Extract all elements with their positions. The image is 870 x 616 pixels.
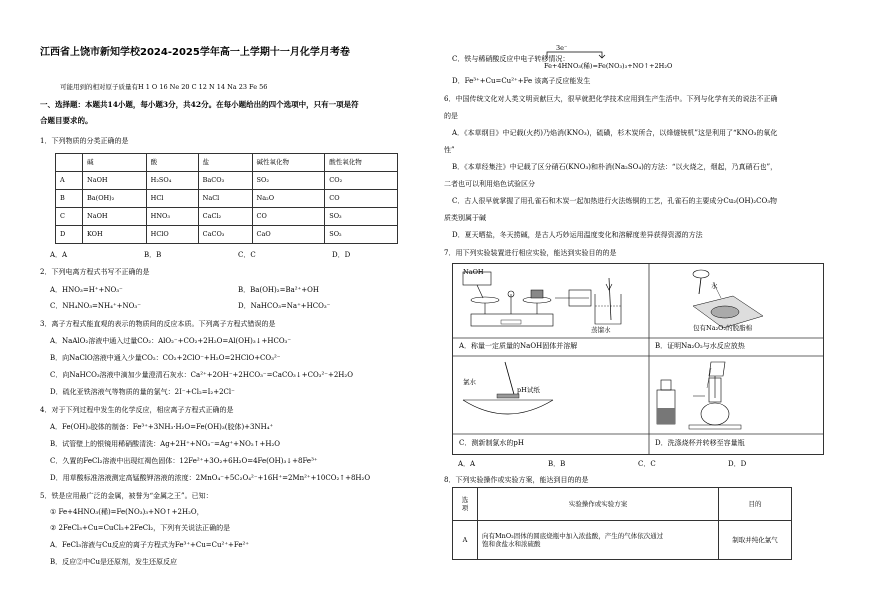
table-cell: D	[56, 226, 83, 244]
q3-option-d: D．硫化亚铁溶液气等物质的量的氯气：2I⁻+Cl₂=I₂+2Cl⁻	[50, 388, 235, 396]
table-cell: SO₂	[325, 226, 398, 244]
cotton-label: 包有Na₂O₂的脱脂棉	[693, 324, 753, 332]
q4-option-d: D．用草酸标准溶液测定高锰酸钾溶液的浓度：2MnO₄⁻+5C₂O₄²⁻+16H⁺=2Mn²⁺+10CO₂↑+8H₂O	[50, 474, 371, 482]
table-cell: A	[56, 172, 83, 190]
table-row	[56, 226, 398, 244]
q3-stem: 3．离子方程式能直观的表示的物质间的反应本质。下列离子方程式错误的是	[40, 320, 276, 328]
q1-option-d: D．D	[332, 251, 351, 259]
q5-reaction-1: ① Fe+4HNO₃(稀)=Fe(NO₃)₃+NO↑+2H₂O，	[50, 508, 204, 516]
table-cell: CO₂	[325, 172, 398, 190]
ph-test-drawing	[457, 358, 645, 432]
q7-option-d-caption: D．洗涤烧杯并转移至容量瓶	[655, 439, 745, 447]
q6-option-d: D．夏天晒盐，冬天捞碱，是古人巧妙运用温度变化和溶解度差异获得资源的方法	[452, 231, 703, 239]
q1-option-a: A．A	[50, 251, 68, 259]
q6-option-c-cont: 质类别属于碱	[444, 214, 486, 222]
q1-stem: 1．下列物质的分类正确的是	[40, 137, 129, 145]
water-label: 水	[711, 282, 718, 290]
header-option-line1: 选	[461, 495, 469, 504]
q2-option-d: D．NaHCO₃=Na⁺+HCO₃⁻	[238, 302, 331, 310]
q1-option-b: B．B	[144, 251, 162, 259]
table-cell: BaCO₃	[198, 172, 252, 190]
distilled-water-label: 蒸馏水	[591, 326, 611, 334]
q2-stem: 2．下列电离方程式书写不正确的是	[40, 268, 150, 276]
q4-option-b: B．试管壁上的银镜用稀硝酸清洗：Ag+2H⁺+NO₃⁻=Ag⁺+NO₂↑+H₂O	[50, 440, 281, 448]
table-cell-method	[478, 521, 719, 560]
table-cell: 碱	[83, 154, 147, 172]
q6-option-a: A．《本草纲目》中记载(火药)乃焰消(KNO₃)，硫磺，杉木炭所合，以烽燧铳机”这是利用了“KNO₃的氧化	[452, 129, 778, 137]
table-cell: CO	[252, 208, 325, 226]
volumetric-flask-drawing	[653, 358, 819, 432]
table-row	[453, 488, 792, 521]
table-cell: HCl	[146, 190, 198, 208]
table-cell: Na₂O	[252, 190, 325, 208]
q5-option-b: B．反应②中Cu是还原剂，发生还原反应	[50, 558, 178, 566]
table-cell: KOH	[83, 226, 147, 244]
electron-transfer-label: 3e⁻	[556, 44, 568, 52]
q6-option-a-cont: 性”	[444, 146, 455, 154]
table-cell	[56, 154, 83, 172]
q5-option-a: A．FeCl₃溶液与Cu反应的离子方程式为Fe³⁺+Cu=Cu²⁺+Fe²⁺	[50, 541, 249, 549]
table-header-goal: 目的	[719, 488, 792, 521]
q4-option-a: A．Fe(OH)₃胶体的制备：Fe³⁺+3NH₃·H₂O=Fe(OH)₃(胶体)+3NH₄⁺	[50, 423, 274, 431]
table-cell: C	[56, 208, 83, 226]
q5-option-c: C．铁与稀硝酸反应中电子转移情况：	[452, 55, 570, 63]
table-cell: NaOH	[83, 172, 147, 190]
section1-heading-cont: 合题目要求的。	[40, 116, 93, 125]
table-cell-option: A	[453, 521, 478, 560]
q6-option-c: C．古人很早就掌握了用孔雀石和木炭一起加热进行火法炼铜的工艺，孔雀石的主要成分Cu₂(OH)₂CO₃物	[452, 197, 778, 205]
q5-option-d: D．Fe³⁺+Cu=Cu²⁺+Fe 该离子反应能发生	[452, 77, 591, 85]
table-cell: NaCl	[198, 190, 252, 208]
table-cell: HNO₃	[146, 208, 198, 226]
q5-stem: 5．铁是应用最广泛的金属，被誉为“金属之王”。已知：	[40, 492, 213, 500]
table-cell: CaO	[252, 226, 325, 244]
header-option-line2: 项	[461, 504, 469, 512]
q3-option-a: A．NaAlO₂溶液中通入过量CO₂：AlO₂⁻+CO₂+2H₂O=Al(OH)₃↓+HCO₃⁻	[50, 337, 292, 345]
table-cell: NaOH	[83, 208, 147, 226]
table-cell: 碱性氧化物	[252, 154, 325, 172]
table-cell: 酸性氧化物	[325, 154, 398, 172]
table-cell: 酸	[146, 154, 198, 172]
q7-option-a-caption: A．称量一定质量的NaOH固体并溶解	[459, 342, 578, 350]
table-cell: CO	[325, 190, 398, 208]
table-cell: Ba(OH)₂	[83, 190, 147, 208]
table-row	[453, 521, 792, 560]
exam-title: 江西省上饶市新知学校2024-2025学年高一上学期十一月化学月考卷	[40, 47, 350, 58]
q8-stem: 8．下列实验操作或实验方案，能达到目的的是	[444, 476, 589, 484]
q2-option-a: A．HNO₃=H⁺+NO₃⁻	[50, 286, 123, 294]
table-header-option	[453, 488, 478, 521]
q3-option-b: B．向NaClO溶液中通入少量CO₂：CO₂+2ClO⁻+H₂O=2HClO+CO₃²⁻	[50, 354, 281, 362]
q4-stem: 4．对于下列过程中发生的化学反应，相应离子方程式正确的是	[40, 406, 234, 414]
q7-figure	[452, 263, 824, 455]
q7-option-b: B．B	[548, 460, 566, 468]
ph-paper-label: pH试纸	[517, 386, 540, 394]
q1-option-c: C．C	[238, 251, 256, 259]
table-cell: B	[56, 190, 83, 208]
electron-transfer-arrow	[544, 49, 606, 59]
table-cell: SO₃	[325, 208, 398, 226]
q7-option-b-caption: B．证明Na₂O₂与水反应放热	[655, 342, 745, 350]
method-line2: 饱和食盐水和浓硫酸	[482, 540, 541, 548]
q4-option-c: C．久置的FeCl₂溶液中出现红褐色固体：12Fe²⁺+3O₂+6H₂O=4Fe(OH)₃↓+8Fe³⁺	[50, 457, 318, 465]
table-cell: 盐	[198, 154, 252, 172]
table-cell: CaCO₃	[198, 226, 252, 244]
q6-stem-cont: 的是	[444, 112, 458, 120]
table-row	[56, 208, 398, 226]
q8-table	[452, 487, 792, 560]
q6-option-b-cont: 二者也可以利用焰色试验区分	[444, 180, 535, 188]
q7-option-a: A．A	[458, 460, 476, 468]
q7-stem: 7．用下列实验装置进行相应实验，能达到实验目的的是	[444, 249, 617, 257]
q2-option-c: C．NH₄NO₃=NH₄⁺+NO₃⁻	[50, 302, 141, 310]
chlorine-water-label: 氯水	[463, 378, 476, 386]
q7-option-d: D．D	[728, 460, 747, 468]
q7-option-c: C．C	[638, 460, 656, 468]
table-cell: SO₂	[252, 172, 325, 190]
q2-option-b: B．Ba(OH)₂=Ba²⁺+OH	[238, 286, 319, 294]
method-line1: 向有MnO₂固体的圆底烧瓶中加入浓盐酸，产生的气体依次通过	[482, 531, 664, 540]
table-cell: H₂SO₄	[146, 172, 198, 190]
q5-reaction-2: ② 2FeCl₃+Cu=CuCl₂+2FeCl₂，下列有关说法正确的是	[50, 524, 231, 532]
q6-option-b: B．《本草经集注》中记载了区分硝石(KNO₃)和朴消(Na₂SO₄)的方法：“以火烧之，烟起，乃真硝石也”，	[452, 163, 778, 171]
atomic-masses: 可能用到的相对原子质量有H 1 O 16 Ne 20 C 12 N 14 Na 23 Fe 56	[60, 83, 268, 91]
q3-option-c: C．向NaHCO₃溶液中滴加少量澄清石灰水：Ca²⁺+2OH⁻+2HCO₃⁻=CaCO₃↓+CO₃²⁻+2H₂O	[50, 371, 353, 379]
naoh-label: NaOH	[463, 268, 484, 276]
table-row	[56, 190, 398, 208]
balance-apparatus-drawing	[459, 268, 644, 336]
table-header-method: 实验操作或实验方案	[478, 488, 719, 521]
table-row	[56, 154, 398, 172]
table-row	[56, 172, 398, 190]
table-cell: CaCl₂	[198, 208, 252, 226]
table-cell: HClO	[146, 226, 198, 244]
q7-option-c-caption: C．测新制氯水的pH	[459, 439, 524, 447]
electron-transfer-equation: Fe+4HNO₃(稀)=Fe(NO₃)₃+NO↑+2H₂O	[544, 62, 673, 70]
q6-stem: 6．中国传统文化对人类文明贡献巨大，很早就把化学技术应用到生产生活中。下列与化学有关的说法不正确	[444, 95, 778, 103]
table-cell-goal: 制取并纯化氯气	[719, 521, 792, 560]
section1-heading: 一、选择题：本题共14小题，每小题3分，共42分。在每小题给出的四个选项中，只有一项是符	[40, 100, 359, 109]
q1-table	[55, 153, 398, 244]
